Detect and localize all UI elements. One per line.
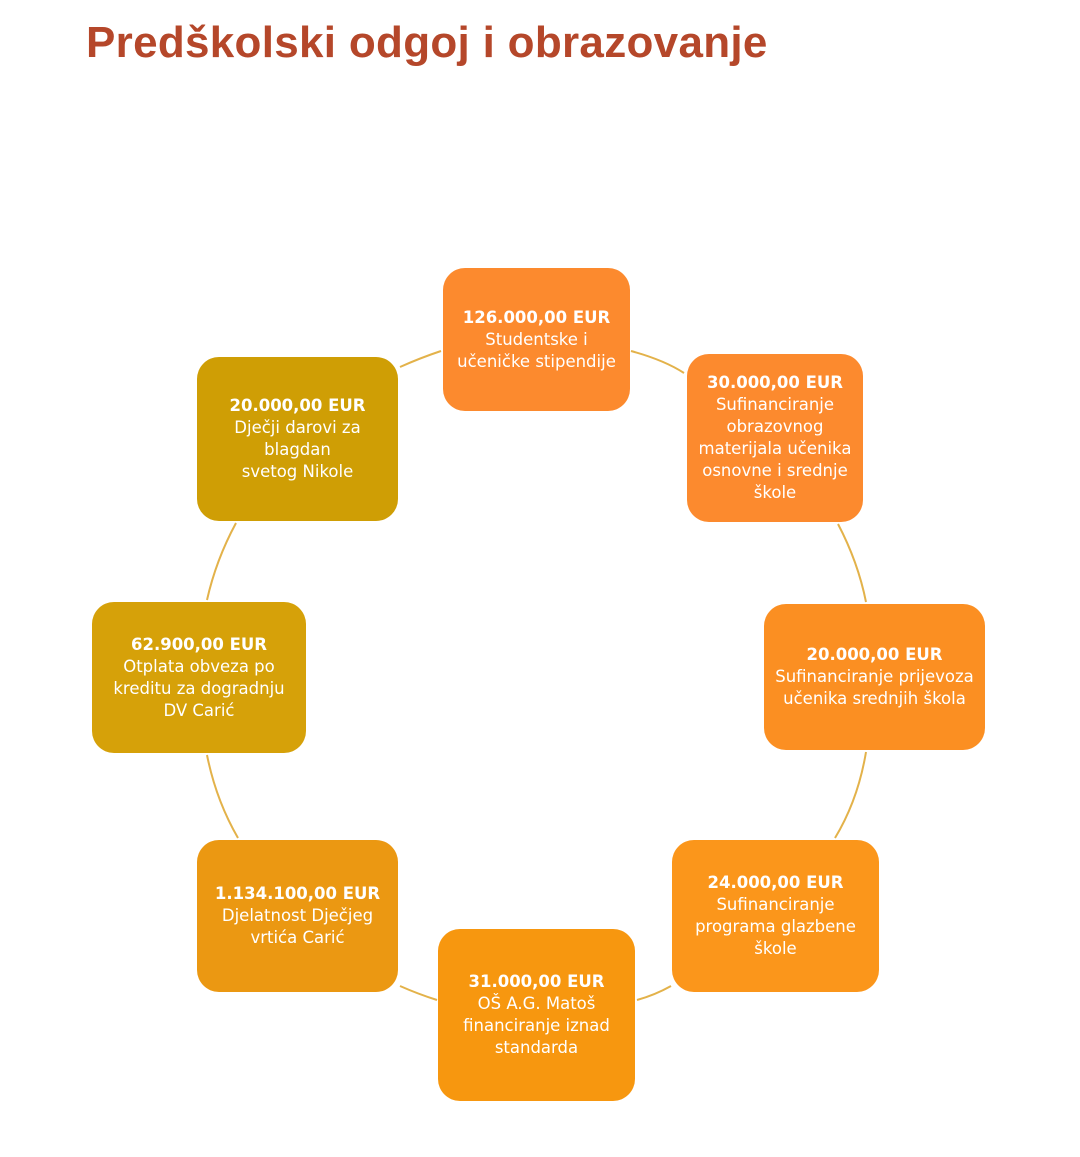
node-otplata-kredita [92, 602, 306, 753]
node-amount: 24.000,00 EUR [707, 873, 844, 892]
connector-5-6 [400, 986, 437, 1000]
node-amount: 30.000,00 EUR [706, 373, 844, 392]
connector-1-2 [631, 351, 684, 373]
connector-7-8 [207, 523, 236, 600]
node-description: OŠ A.G. Matoš financiranje iznad standarda [463, 994, 610, 1057]
node-description: Sufinanciranje obrazovnog materijala učenika osnovne i srednje škole [698, 395, 852, 502]
node-glazbena-skola [672, 840, 879, 992]
page-title: Predškolski odgoj i obrazovanje [86, 18, 768, 67]
connector-8-1 [400, 351, 441, 367]
node-description: Otplata obveza po kreditu za dogradnju DV Carić [113, 656, 285, 720]
node-amount: 1.134.100,00 EUR [214, 884, 381, 903]
connector-4-5 [637, 986, 671, 1000]
node-amount: 20.000,00 EUR [806, 645, 943, 664]
node-amount: 62.900,00 EUR [130, 634, 268, 654]
node-description: Sufinanciranje programa glazbene škole [695, 895, 856, 958]
node-description: Studentske i učeničke stipendije [457, 329, 616, 371]
node-amount: 126.000,00 EUR [462, 307, 611, 327]
node-stipendije [443, 268, 630, 411]
node-djecji-vrtic [197, 840, 398, 992]
node-djecji-darovi [197, 357, 398, 521]
node-obrazovni-materijal [687, 354, 863, 522]
node-description: Sufinanciranje prijevoza učenika srednjih škola [775, 667, 974, 708]
node-amount: 20.000,00 EUR [229, 396, 366, 415]
node-os-matos [438, 929, 635, 1101]
node-amount: 31.000,00 EUR [468, 972, 605, 991]
connector-6-7 [207, 755, 238, 838]
connector-3-4 [835, 752, 866, 838]
node-description: Dječji darovi za blagdan svetog Nikole [234, 418, 361, 481]
node-description: Djelatnost Dječjeg vrtića Carić [221, 906, 374, 947]
connector-2-3 [838, 524, 866, 602]
node-prijevoz [764, 604, 985, 750]
